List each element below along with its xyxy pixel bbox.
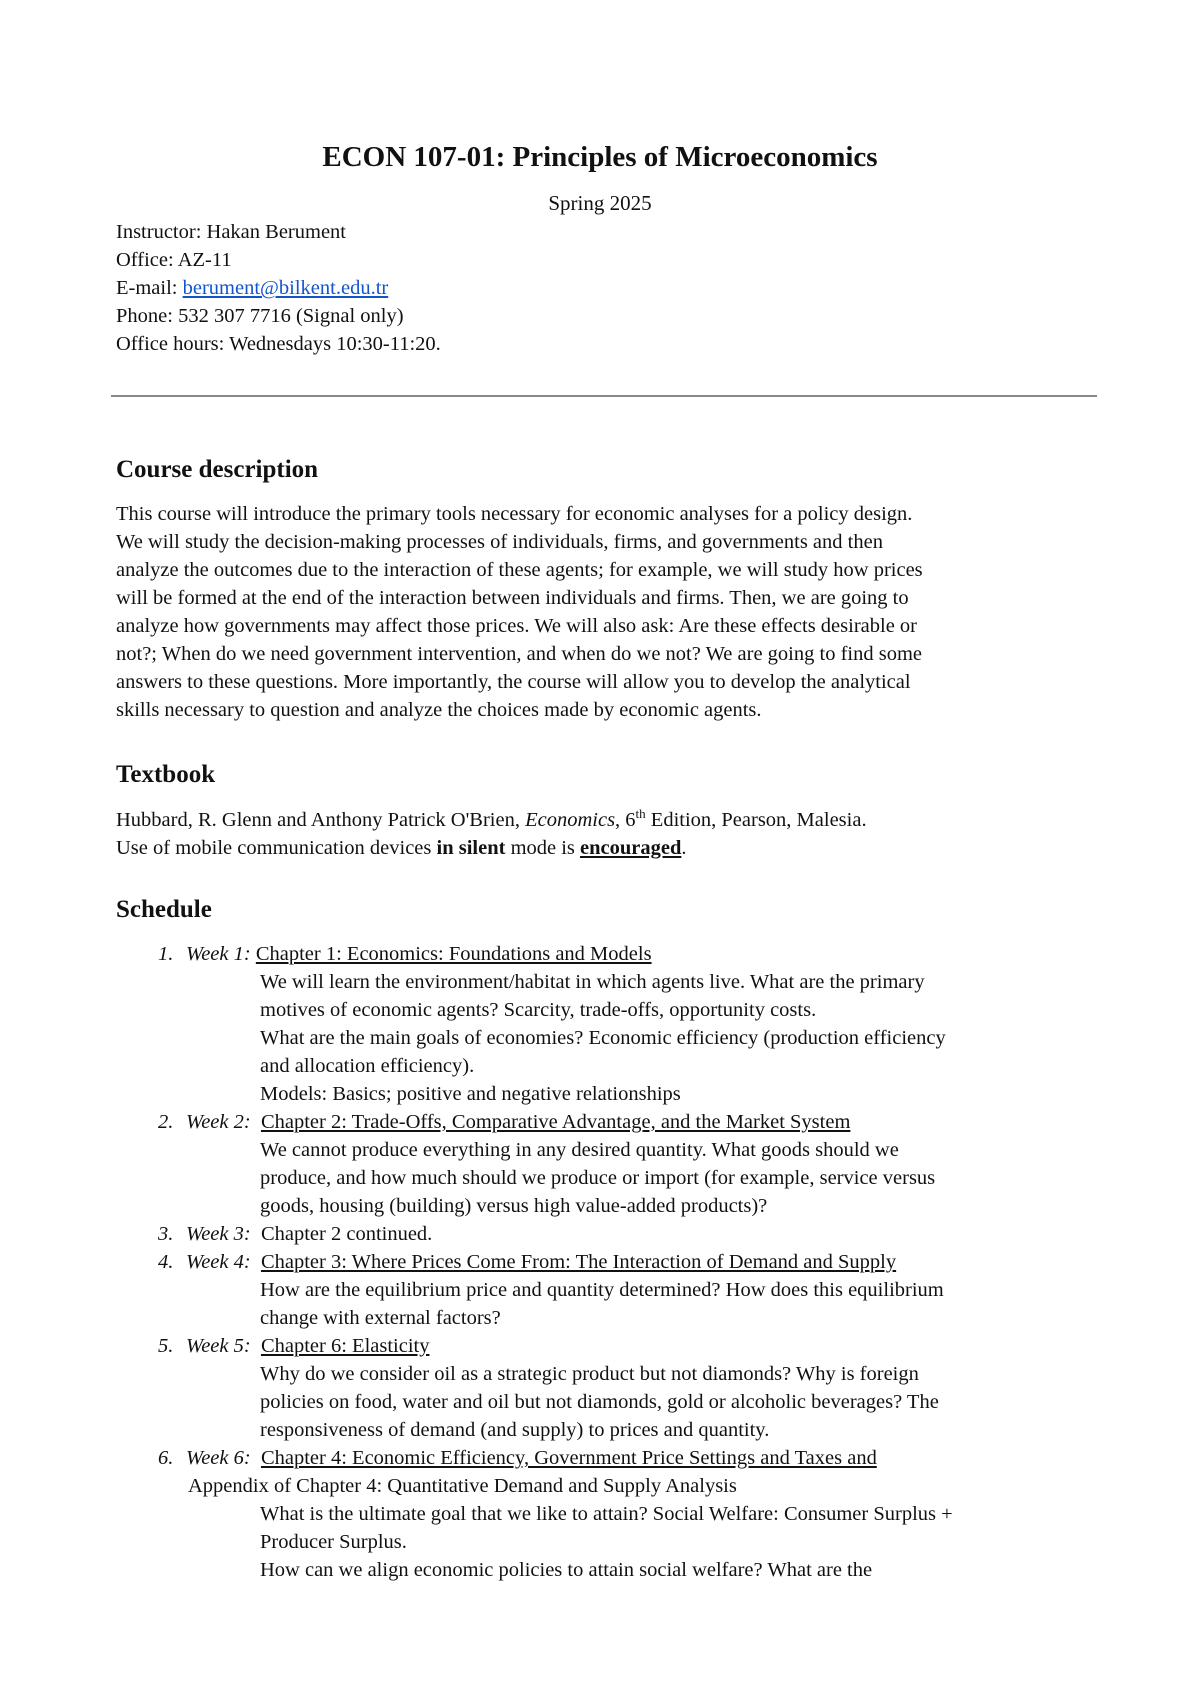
- week-item: [116, 1248, 1116, 1276]
- week-item: [116, 940, 1116, 968]
- week-item: [116, 1444, 1116, 1472]
- paragraph-line: This course will introduce the primary tools necessary for economic analyses for a policy design.: [116, 503, 913, 525]
- week-item: [116, 1220, 1116, 1248]
- paragraph-line: We will study the decision-making processes of individuals, firms, and governments and then: [116, 531, 883, 553]
- paragraph-line: will be formed at the end of the interaction between individuals and firms. Then, we are going to: [116, 587, 909, 609]
- week-label: Week 2:: [186, 1111, 251, 1133]
- week-description: How can we align economic policies to attain social welfare? What are the: [260, 1559, 873, 1581]
- phone-row: [116, 302, 441, 330]
- schedule-list: [116, 940, 1116, 1584]
- devices-mid: mode is: [505, 837, 581, 859]
- phone-label: Phone:: [116, 305, 173, 327]
- week-number: 1.: [158, 943, 174, 965]
- textbook-heading: Textbook: [116, 761, 216, 788]
- textbook-edition-sup: th: [635, 806, 646, 822]
- office-row: [116, 246, 441, 274]
- week-description: We will learn the environment/habitat in which agents live. What are the primary: [260, 971, 925, 993]
- textbook-authors: Hubbard, R. Glenn and Anthony Patrick O'Brien,: [116, 809, 526, 831]
- week-description: and allocation efficiency).: [260, 1055, 475, 1077]
- schedule-heading: Schedule: [116, 896, 212, 923]
- week-item: [116, 1108, 1116, 1136]
- week-description: What is the ultimate goal that we like to attain? Social Welfare: Consumer Surplus +: [260, 1503, 953, 1525]
- course-description-text: [116, 500, 1096, 724]
- textbook-text: [116, 806, 1096, 862]
- week-number: 5.: [158, 1335, 174, 1357]
- textbook-edition-rest: Edition, Pearson, Malesia.: [645, 809, 867, 831]
- instructor-label: Instructor:: [116, 221, 202, 243]
- paragraph-line: answers to these questions. More importantly, the course will allow you to develop the analytical: [116, 671, 911, 693]
- page-title: ECON 107-01: Principles of Microeconomics: [322, 141, 878, 173]
- week-description: Models: Basics; positive and negative relationships: [260, 1083, 681, 1105]
- week-description: responsiveness of demand (and supply) to prices and quantity.: [260, 1419, 770, 1441]
- week-description: How are the equilibrium price and quantity determined? How does this equilibrium: [260, 1279, 944, 1301]
- office-value: AZ-11: [177, 249, 232, 271]
- paragraph-line: analyze the outcomes due to the interaction of these agents; for example, we will study how prices: [116, 559, 923, 581]
- week-label: Week 4:: [186, 1251, 251, 1273]
- week-label: Week 1:: [186, 943, 251, 965]
- email-row: [116, 274, 441, 302]
- paragraph-line: not?; When do we need government intervention, and when do we not? We are going to find some: [116, 643, 922, 665]
- week-chapter: Chapter 3: Where Prices Come From: The Interaction of Demand and Supply: [260, 1251, 897, 1273]
- textbook-title: Economics: [525, 809, 616, 831]
- term-subtitle: Spring 2025: [548, 191, 652, 215]
- week-label: Week 5:: [186, 1335, 251, 1357]
- email-link[interactable]: berument@bilkent.edu.tr: [182, 277, 389, 299]
- week-description: Producer Surplus.: [260, 1531, 407, 1553]
- week-description: produce, and how much should we produce or import (for example, service versus: [260, 1167, 936, 1189]
- instructor-name: Hakan Berument: [206, 221, 346, 243]
- textbook-citation: [116, 806, 1096, 834]
- devices-pre: Use of mobile communication devices: [116, 837, 437, 859]
- office-label: Office:: [116, 249, 174, 271]
- week-description: Why do we consider oil as a strategic product but not diamonds? Why is foreign: [260, 1363, 919, 1385]
- office-hours-value: Wednesdays 10:30-11:20.: [229, 333, 441, 355]
- week-chapter: Chapter 2 continued.: [260, 1223, 433, 1245]
- week-chapter: Chapter 2: Trade-Offs, Comparative Advantage, and the Market System: [260, 1111, 851, 1133]
- devices-bold: in silent: [436, 837, 506, 859]
- week-label: Week 3:: [186, 1223, 251, 1245]
- week-chapter: Chapter 1: Economics: Foundations and Models: [255, 943, 652, 965]
- devices-emphasis: encouraged: [580, 837, 682, 859]
- week-description: What are the main goals of economies? Economic efficiency (production efficiency: [260, 1027, 946, 1049]
- week-chapter-cont: Appendix of Chapter 4: Quantitative Demand and Supply Analysis: [188, 1475, 737, 1497]
- paragraph-line: analyze how governments may affect those prices. We will also ask: Are these effects desirable or: [116, 615, 917, 637]
- week-item: [116, 1332, 1116, 1360]
- paragraph-line: skills necessary to question and analyze the choices made by economic agents.: [116, 699, 762, 721]
- week-description: goods, housing (building) versus high value-added products)?: [260, 1195, 768, 1217]
- phone-value: 532 307 7716 (Signal only): [178, 305, 404, 327]
- week-chapter: Chapter 4: Economic Efficiency, Government Price Settings and Taxes and: [260, 1447, 877, 1469]
- week-number: 3.: [158, 1223, 174, 1245]
- devices-end: .: [681, 837, 687, 859]
- textbook-edition-prefix: , 6: [615, 809, 636, 831]
- devices-policy: [116, 834, 1096, 862]
- week-chapter-continued: [116, 1472, 1116, 1500]
- week-number: 2.: [158, 1111, 174, 1133]
- email-label: E-mail:: [116, 277, 178, 299]
- week-description: motives of economic agents? Scarcity, trade-offs, opportunity costs.: [260, 999, 817, 1021]
- instructor-info: [116, 218, 441, 358]
- week-description: change with external factors?: [260, 1307, 501, 1329]
- week-number: 4.: [158, 1251, 174, 1273]
- office-hours-row: [116, 330, 441, 358]
- week-number: 6.: [158, 1447, 174, 1469]
- week-chapter: Chapter 6: Elasticity: [260, 1335, 430, 1357]
- instructor-row: [116, 218, 441, 246]
- week-label: Week 6:: [186, 1447, 251, 1469]
- week-description: policies on food, water and oil but not diamonds, gold or alcoholic beverages? The: [260, 1391, 939, 1413]
- office-hours-label: Office hours:: [116, 333, 225, 355]
- horizontal-divider: [111, 395, 1097, 397]
- week-description: We cannot produce everything in any desired quantity. What goods should we: [260, 1139, 899, 1161]
- course-description-heading: Course description: [116, 456, 319, 483]
